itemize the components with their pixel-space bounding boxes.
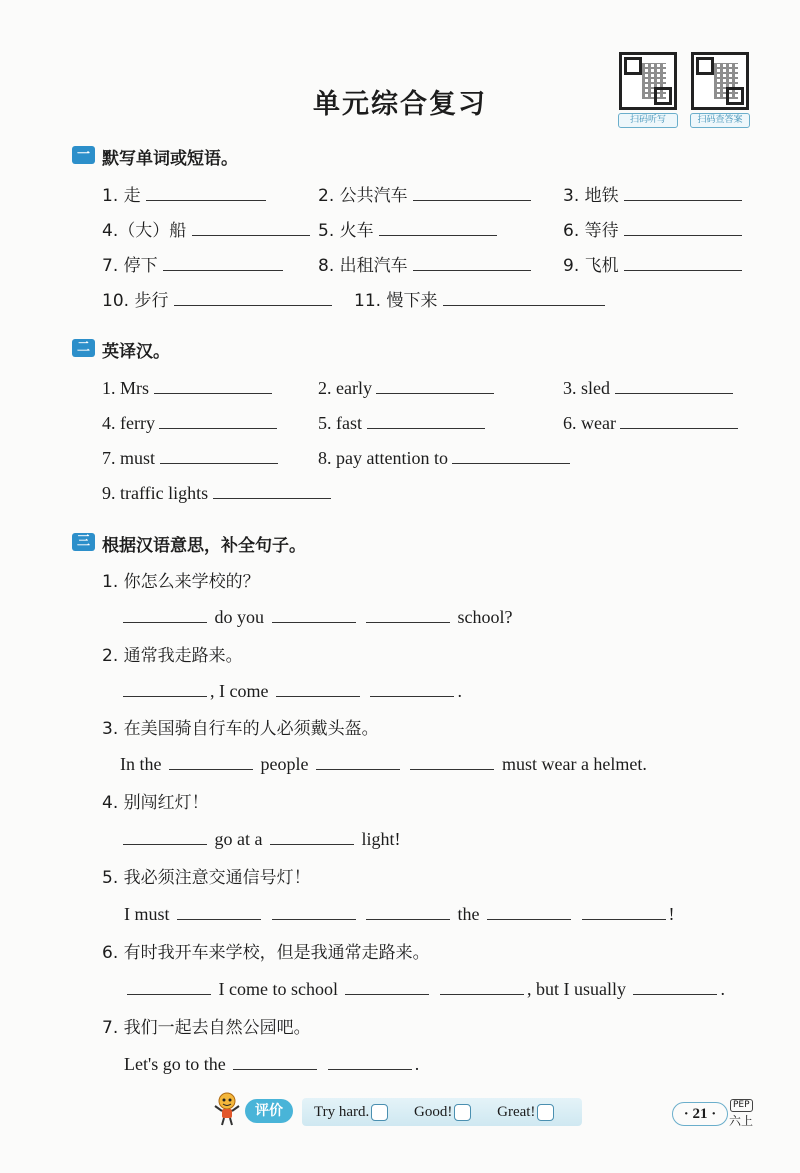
evaluation-label: 评价 (245, 1099, 293, 1123)
option-good-checkbox[interactable] (454, 1104, 471, 1121)
answer-blank[interactable] (159, 410, 277, 429)
question-prompt: 6. 有时我开车来学校，但是我通常走路来。 (102, 943, 430, 963)
answer-blank[interactable] (624, 182, 742, 201)
answer-blank[interactable] (123, 604, 207, 623)
answer-blank[interactable] (379, 217, 497, 236)
answer-blank[interactable] (366, 901, 450, 920)
section-badge: 一 (72, 146, 95, 164)
option-good-label: Good! (414, 1104, 453, 1120)
answer-blank[interactable] (366, 604, 450, 623)
exercise-item: 3. 地铁 (563, 181, 742, 206)
exercise-item: 1. Mrs (102, 375, 272, 399)
section-badge: 三 (72, 533, 95, 551)
qr-caption: 扫码查答案 (690, 113, 750, 128)
answer-blank[interactable] (620, 410, 738, 429)
section-title: 默写单词或短语。 (102, 149, 238, 169)
answer-blank[interactable] (163, 252, 283, 271)
evaluation-options (302, 1098, 582, 1126)
answer-blank[interactable] (270, 826, 354, 845)
answer-blank[interactable] (443, 287, 605, 306)
exercise-item: 8. pay attention to (318, 445, 570, 469)
answer-blank[interactable] (633, 976, 717, 995)
exercise-item: 9. traffic lights (102, 480, 331, 504)
question-prompt: 2. 通常我走路来。 (102, 646, 243, 666)
exercise-item: 1. 走 (102, 181, 266, 206)
answer-blank[interactable] (123, 826, 207, 845)
answer-blank[interactable] (487, 901, 571, 920)
edition-badge: PEP (730, 1099, 753, 1112)
answer-blank[interactable] (123, 678, 207, 697)
answer-blank[interactable] (213, 480, 331, 499)
section-title: 根据汉语意思，补全句子。 (102, 536, 306, 556)
exercise-item: 5. fast (318, 410, 485, 434)
question-prompt: 3. 在美国骑自行车的人必须戴头盔。 (102, 719, 379, 739)
grade-label: 六上 (729, 1114, 754, 1128)
exercise-item: 2. 公共汽车 (318, 181, 531, 206)
question-prompt: 5. 我必须注意交通信号灯！ (102, 868, 311, 888)
answer-blank[interactable] (582, 901, 666, 920)
qr-code-dictation[interactable] (618, 52, 678, 128)
exercise-item: 5. 火车 (318, 216, 497, 241)
question-prompt: 4. 别闯红灯！ (102, 793, 209, 813)
exercise-item: 6. wear (563, 410, 738, 434)
answer-blank[interactable] (154, 375, 272, 394)
answer-line: do you school? (120, 604, 512, 628)
mascot-icon (212, 1090, 242, 1126)
exercise-item: 2. early (318, 375, 494, 399)
question-prompt: 1. 你怎么来学校的？ (102, 572, 260, 592)
answer-blank[interactable] (410, 751, 494, 770)
answer-line: I must the ! (124, 901, 675, 925)
option-try-hard-checkbox[interactable] (371, 1104, 388, 1121)
answer-line: In the people must wear a helmet. (120, 751, 647, 775)
exercise-item: 10. 步行 (102, 286, 332, 311)
answer-blank[interactable] (146, 182, 266, 201)
exercise-item: 6. 等待 (563, 216, 742, 241)
answer-blank[interactable] (370, 678, 454, 697)
exercise-item: 11. 慢下来 (354, 286, 605, 311)
answer-blank[interactable] (127, 976, 211, 995)
option-try-hard-label: Try hard. (314, 1104, 370, 1120)
exercise-item: 4. ferry (102, 410, 277, 434)
answer-blank[interactable] (440, 976, 524, 995)
qr-code-answers[interactable] (690, 52, 750, 128)
answer-blank[interactable] (177, 901, 261, 920)
option-great-checkbox[interactable] (537, 1104, 554, 1121)
answer-blank[interactable] (624, 217, 742, 236)
answer-blank[interactable] (615, 375, 733, 394)
exercise-item: 4.（大）船 (102, 216, 310, 241)
answer-blank[interactable] (413, 252, 531, 271)
exercise-item: 7. 停下 (102, 251, 283, 276)
section-title: 英译汉。 (102, 342, 170, 362)
answer-line: Let's go to the . (124, 1051, 419, 1075)
answer-line: , I come . (120, 678, 462, 702)
answer-blank[interactable] (192, 217, 310, 236)
page-number: · 21 · (672, 1102, 728, 1126)
answer-blank[interactable] (233, 1051, 317, 1070)
answer-blank[interactable] (345, 976, 429, 995)
page-title: 单元综合复习 (313, 89, 487, 120)
option-great-label: Great! (497, 1104, 536, 1120)
answer-blank[interactable] (624, 252, 742, 271)
exercise-item: 9. 飞机 (563, 251, 742, 276)
exercise-item: 7. must (102, 445, 278, 469)
exercise-item: 8. 出租汽车 (318, 251, 531, 276)
qr-code-icon (619, 52, 677, 110)
answer-blank[interactable] (276, 678, 360, 697)
answer-blank[interactable] (272, 901, 356, 920)
answer-blank[interactable] (272, 604, 356, 623)
answer-line: go at a light! (120, 826, 400, 850)
answer-blank[interactable] (367, 410, 485, 429)
answer-blank[interactable] (160, 445, 278, 464)
answer-blank[interactable] (328, 1051, 412, 1070)
answer-blank[interactable] (413, 182, 531, 201)
answer-blank[interactable] (174, 287, 332, 306)
answer-blank[interactable] (452, 445, 570, 464)
section-badge: 二 (72, 339, 95, 357)
qr-caption: 扫码听写 (618, 113, 678, 128)
exercise-item: 3. sled (563, 375, 733, 399)
answer-blank[interactable] (169, 751, 253, 770)
answer-blank[interactable] (376, 375, 494, 394)
answer-blank[interactable] (316, 751, 400, 770)
question-prompt: 7. 我们一起去自然公园吧。 (102, 1018, 311, 1038)
qr-code-icon (691, 52, 749, 110)
answer-line: I come to school , but I usually . (124, 976, 725, 1000)
